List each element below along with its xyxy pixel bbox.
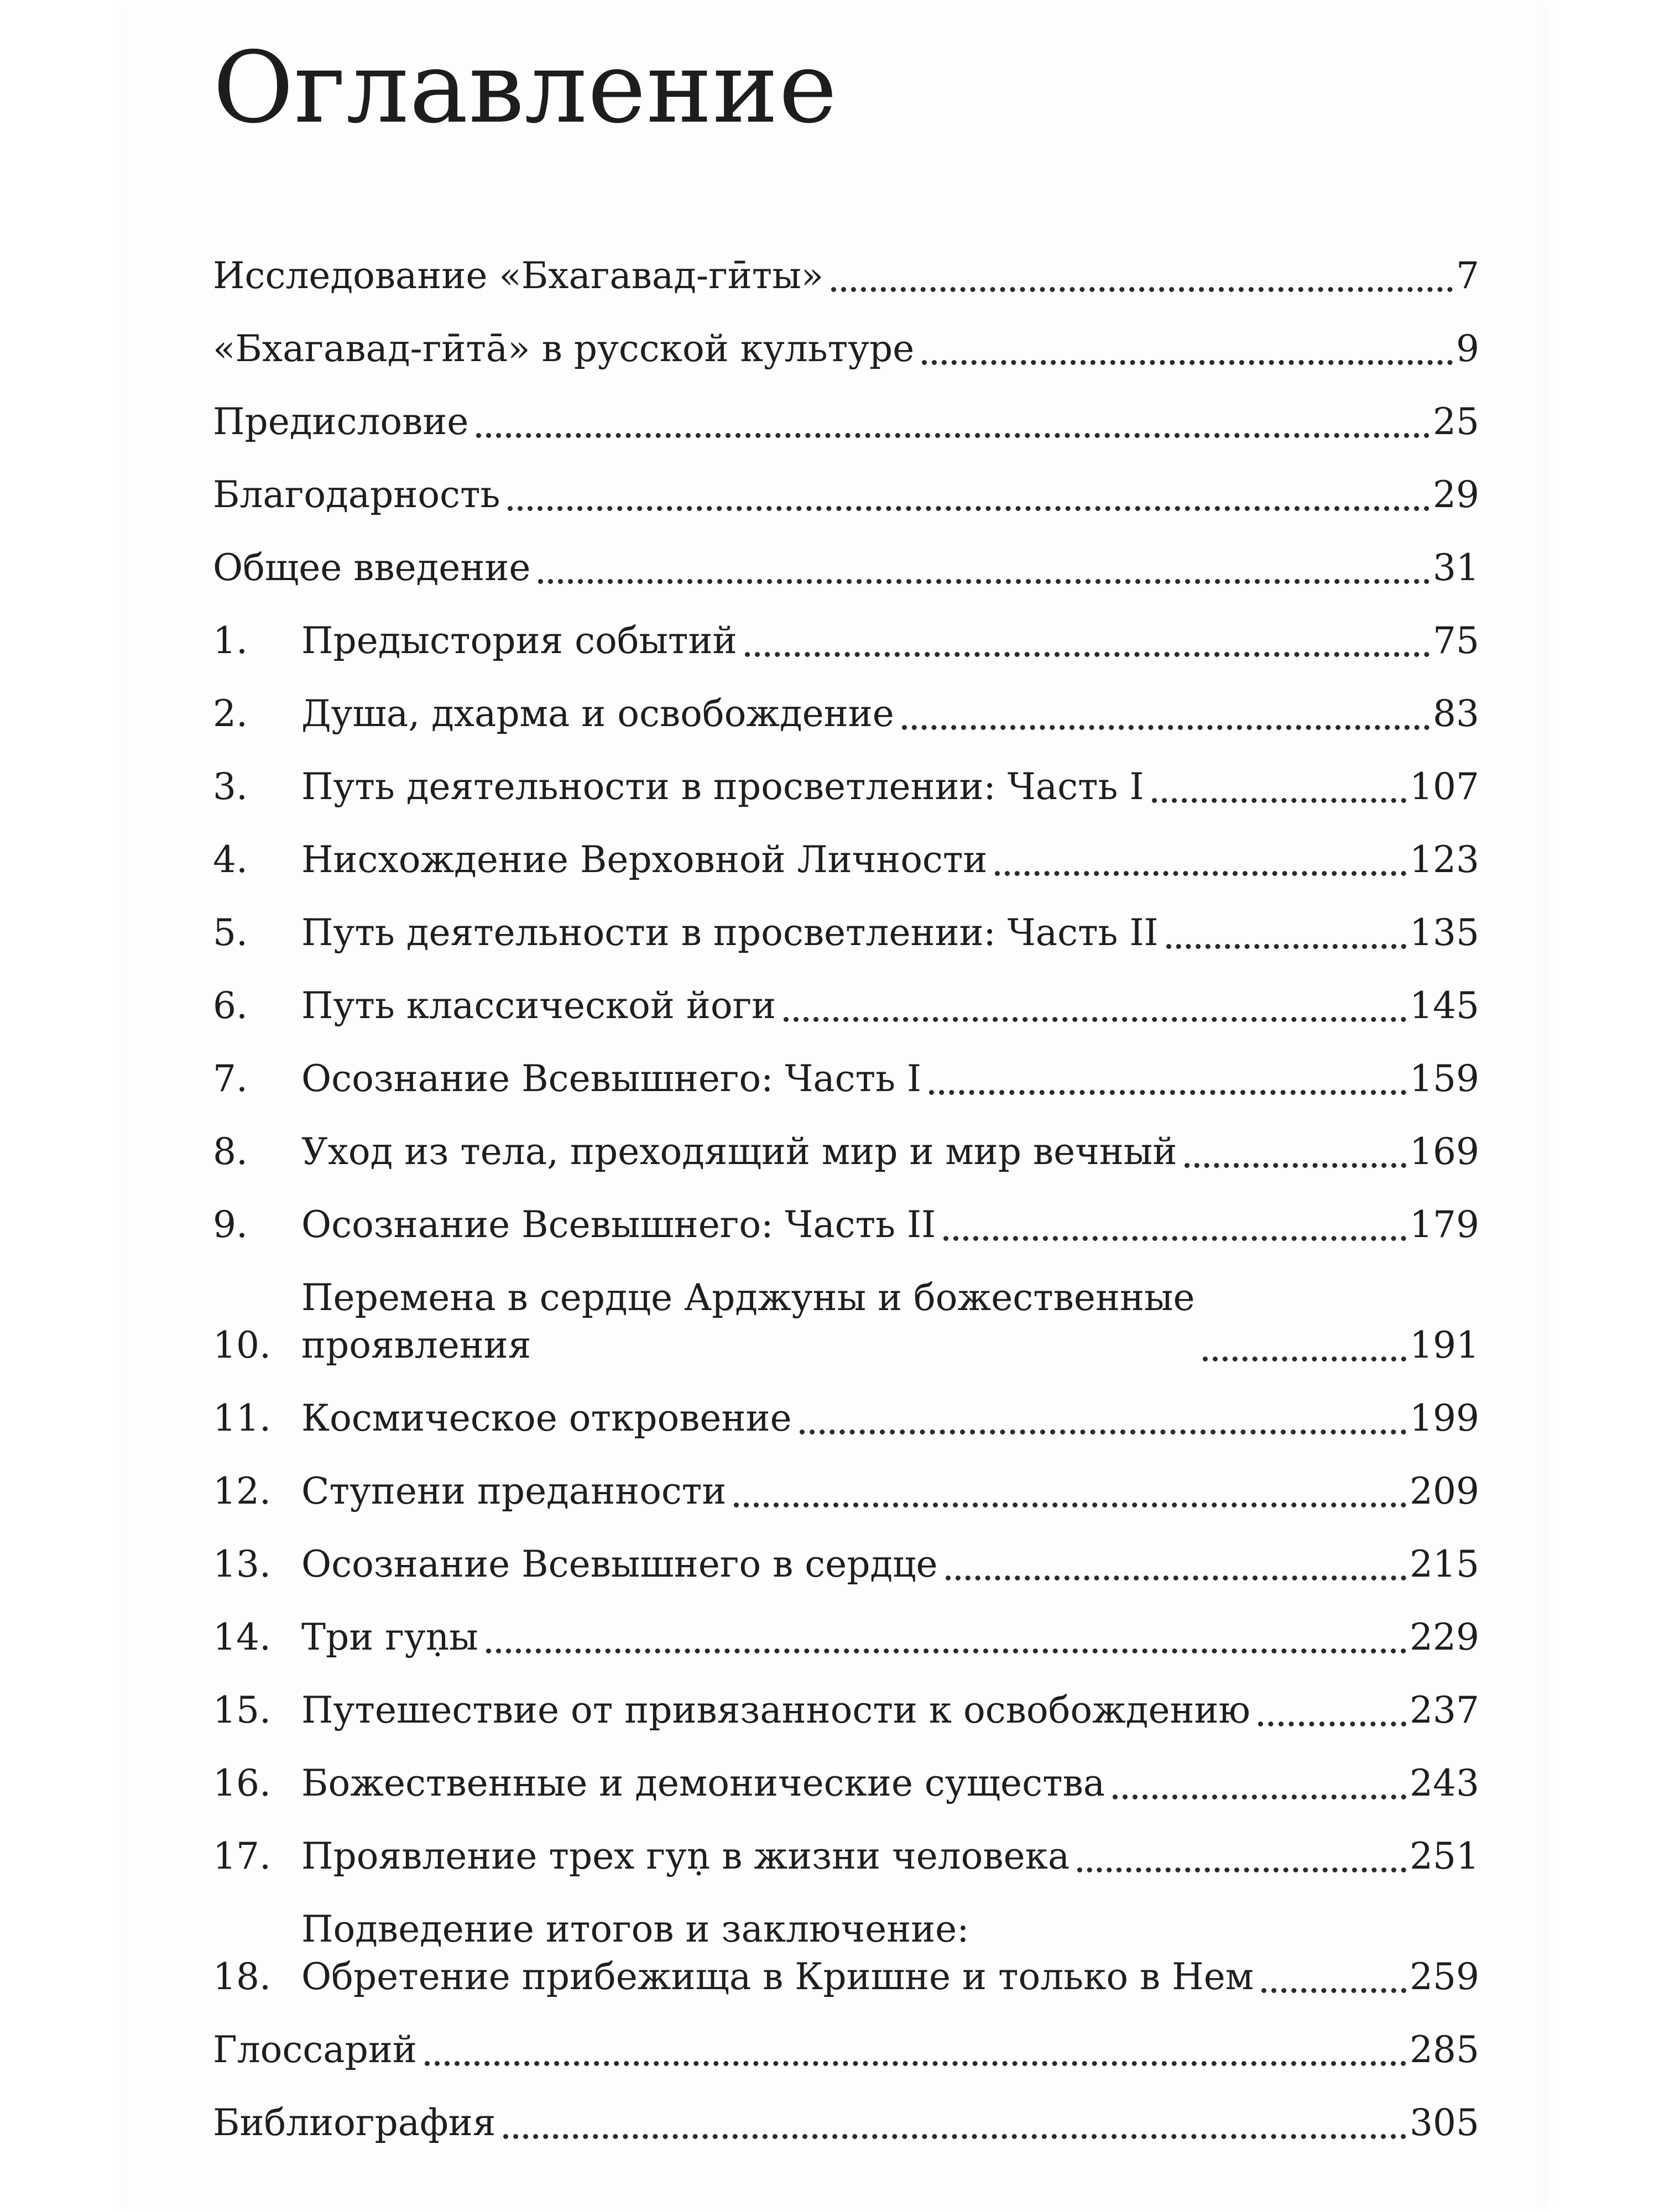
toc-entry-title: Осознание Всевышнего: Часть II	[301, 1203, 936, 1246]
toc-entry	[213, 384, 1479, 457]
toc-entry-title: Проявление трех гуṇ в жизни человека	[301, 1835, 1070, 1877]
toc-entry-number: 7.	[213, 1057, 248, 1100]
toc-entry	[213, 1526, 1479, 1599]
toc-entry-title: Исследование «Бхагавад-гӣты»	[213, 254, 824, 297]
toc-entry	[213, 1260, 1479, 1380]
dot-leader	[1185, 1146, 1406, 1168]
toc-entry-number: 14.	[213, 1616, 271, 1658]
dot-leader	[1152, 781, 1406, 803]
toc-entry-title: Общее введение	[213, 546, 531, 589]
dot-leader	[929, 1073, 1406, 1095]
toc-entry-title: Путешествие от привязанности к освобождению	[301, 1689, 1250, 1731]
table-of-contents	[213, 238, 1479, 2158]
toc-entry-title: Осознание Всевышнего: Часть I	[301, 1057, 922, 1100]
dot-leader	[503, 2117, 1406, 2139]
toc-entry-page-number: 135	[1410, 911, 1479, 954]
toc-entry-title: Божественные и демонические существа	[301, 1762, 1105, 1804]
dot-leader	[800, 1413, 1406, 1434]
toc-entry-title: Космическое откровение	[301, 1397, 792, 1439]
toc-entry	[213, 2085, 1479, 2158]
toc-entry-page-number: 243	[1410, 1762, 1479, 1804]
toc-entry-number: 16.	[213, 1762, 271, 1804]
toc-entry	[213, 676, 1479, 749]
dot-leader	[1261, 1971, 1406, 1993]
toc-entry-number: 8.	[213, 1130, 248, 1173]
toc-entry	[213, 1041, 1479, 1114]
toc-entry-title: Ступени преданности	[301, 1470, 727, 1512]
toc-entry	[213, 1599, 1479, 1672]
toc-entry-number: 1.	[213, 619, 248, 662]
toc-entry-title: Библиография	[213, 2101, 496, 2144]
toc-entry-number: 13.	[213, 1543, 271, 1585]
toc-entry-page-number: 215	[1410, 1543, 1479, 1585]
toc-entry-page-number: 191	[1410, 1324, 1479, 1366]
dot-leader	[745, 635, 1430, 657]
toc-entry	[213, 311, 1479, 384]
toc-entry-number: 17.	[213, 1835, 271, 1877]
toc-entry-title: Путь деятельности в просветлении: Часть II	[301, 911, 1159, 954]
toc-entry	[213, 238, 1479, 311]
toc-entry-number: 15.	[213, 1689, 271, 1731]
toc-entry-page-number: 259	[1410, 1955, 1479, 1998]
toc-entry	[213, 1891, 1479, 2012]
toc-entry-number: 18.	[213, 1955, 271, 1998]
dot-leader	[476, 416, 1430, 438]
toc-entry-number: 12.	[213, 1470, 271, 1512]
dot-leader	[538, 562, 1430, 584]
toc-entry-title: Предыстория событий	[301, 619, 737, 662]
toc-entry-page-number: 83	[1433, 692, 1479, 735]
toc-entry-title: Осознание Всевышнего в сердце	[301, 1543, 938, 1585]
toc-entry-page-number: 9	[1456, 327, 1479, 370]
toc-entry-page-number: 29	[1433, 473, 1479, 516]
toc-entry	[213, 530, 1479, 603]
toc-entry-page-number: 229	[1410, 1616, 1479, 1658]
toc-entry	[213, 1114, 1479, 1187]
dot-leader	[943, 1219, 1406, 1241]
dot-leader	[995, 854, 1406, 876]
toc-entry-page-number: 107	[1410, 765, 1479, 808]
toc-entry	[213, 749, 1479, 822]
toc-entry-page-number: 209	[1410, 1470, 1479, 1512]
dot-leader	[784, 1000, 1406, 1022]
dot-leader	[508, 489, 1430, 511]
toc-entry	[213, 1453, 1479, 1526]
toc-entry-number: 11.	[213, 1397, 271, 1439]
toc-entry-number: 6.	[213, 984, 248, 1027]
toc-entry	[213, 457, 1479, 530]
toc-entry-page-number: 199	[1410, 1397, 1479, 1439]
toc-entry-page-number: 7	[1456, 254, 1479, 297]
toc-entry-page-number: 31	[1433, 546, 1479, 589]
dot-leader	[1203, 1340, 1406, 1361]
toc-entry-number: 9.	[213, 1203, 248, 1246]
toc-entry-page-number: 305	[1410, 2101, 1479, 2144]
toc-entry	[213, 1380, 1479, 1453]
toc-entry-number: 2.	[213, 692, 248, 735]
toc-entry-title: Предисловие	[213, 400, 469, 443]
toc-entry-page-number: 25	[1433, 400, 1479, 443]
dot-leader	[946, 1559, 1406, 1580]
toc-entry	[213, 1672, 1479, 1745]
toc-entry-title: Перемена в сердце Арджуны и божественные проявления	[301, 1276, 1195, 1366]
toc-entry-title: Путь деятельности в просветлении: Часть I	[301, 765, 1144, 808]
toc-entry	[213, 968, 1479, 1041]
dot-leader	[1166, 927, 1406, 949]
dot-leader	[1258, 1705, 1406, 1726]
toc-entry-page-number: 145	[1410, 984, 1479, 1027]
toc-entry-title: Уход из тела, преходящий мир и мир вечный	[301, 1130, 1177, 1173]
toc-entry-page-number: 159	[1410, 1057, 1479, 1100]
toc-entry-title: Благодарность	[213, 473, 500, 516]
page-title: Оглавление	[213, 30, 838, 145]
toc-entry	[213, 603, 1479, 676]
toc-entry-title: Путь классической йоги	[301, 984, 776, 1027]
toc-entry-title: Душа, дхарма и освобождение	[301, 692, 894, 735]
dot-leader	[922, 343, 1453, 365]
toc-entry-page-number: 123	[1410, 838, 1479, 881]
toc-entry	[213, 1187, 1479, 1260]
toc-entry-page-number: 237	[1410, 1689, 1479, 1731]
dot-leader	[734, 1486, 1406, 1507]
toc-entry-title: Нисхождение Верховной Личности	[301, 838, 988, 881]
toc-entry	[213, 1745, 1479, 1818]
toc-entry-number: 10.	[213, 1324, 271, 1366]
dot-leader	[1113, 1778, 1406, 1799]
toc-entry-number: 3.	[213, 765, 248, 808]
toc-entry-number: 5.	[213, 911, 248, 954]
dot-leader	[425, 2044, 1406, 2066]
toc-entry-page-number: 179	[1410, 1203, 1479, 1246]
dot-leader	[831, 270, 1453, 292]
dot-leader	[902, 708, 1430, 730]
toc-entry-page-number: 251	[1410, 1835, 1479, 1877]
toc-entry-title: Три гуṇы	[301, 1616, 478, 1658]
toc-entry-title: Подведение итогов и заключение: Обретение прибежища в Кришне и только в Нем	[301, 1908, 1254, 1998]
toc-entry	[213, 895, 1479, 968]
toc-entry	[213, 2012, 1479, 2085]
dot-leader	[1077, 1851, 1406, 1872]
toc-entry-title: «Бхагавад-гӣта̄» в русской культуре	[213, 327, 915, 370]
toc-entry-number: 4.	[213, 838, 248, 881]
toc-entry-page-number: 285	[1410, 2028, 1479, 2071]
toc-entry	[213, 822, 1479, 895]
toc-entry	[213, 1818, 1479, 1891]
toc-entry-title: Глоссарий	[213, 2028, 417, 2071]
toc-entry-page-number: 75	[1433, 619, 1479, 662]
toc-entry-page-number: 169	[1410, 1130, 1479, 1173]
dot-leader	[486, 1632, 1406, 1653]
